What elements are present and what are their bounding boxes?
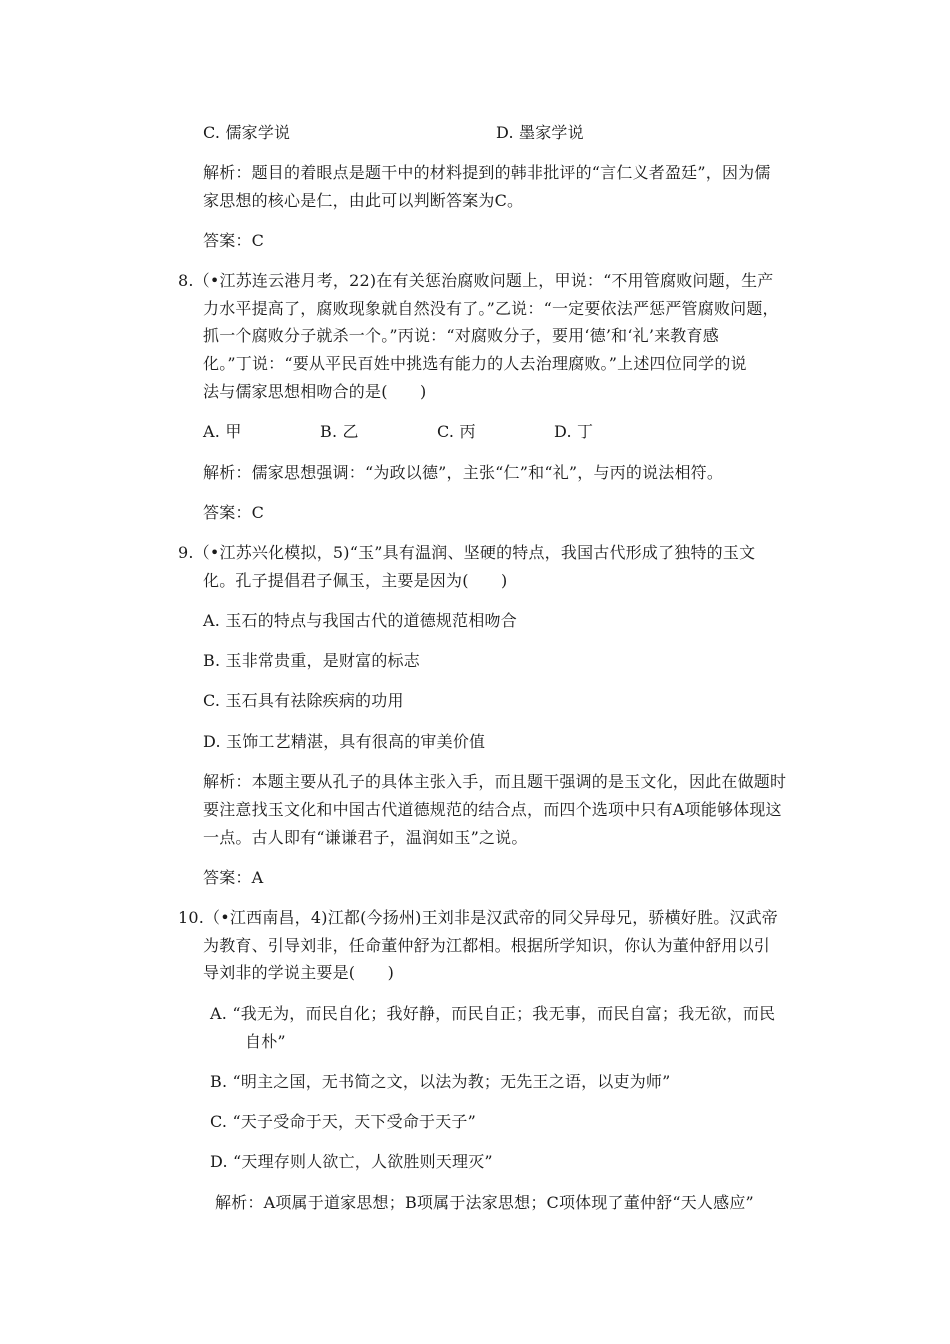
q8-stem-line-4: 化。”丁说：“要从平民百姓中挑选有能力的人去治理腐败。”上述四位同学的说 [203,354,747,373]
q7-option-d: D. 墨家学说 [496,123,584,142]
q10-option-a-line-1: A. “我无为，而民自化；我好静，而民自正；我无事，而民自富；我无欲，而民 [210,1004,776,1023]
q8-option-b: B. 乙 [320,422,359,441]
q8-stem-line-1: 8.（•江苏连云港月考，22)在有关惩治腐败问题上，甲说：“不用管腐败问题，生产 [178,271,774,290]
q9-stem-line-1: 9.（•江苏兴化模拟，5)“玉”具有温润、坚硬的特点，我国古代形成了独特的玉文 [178,543,756,562]
q9-analysis-line-1: 解析：本题主要从孔子的具体主张入手，而且题干强调的是玉文化，因此在做题时 [203,772,787,791]
q8-stem-line-5: 法与儒家思想相吻合的是( ) [203,382,427,401]
q7-answer: 答案：C [203,231,265,250]
q8-option-a: A. 甲 [203,422,242,441]
q7-analysis-line-2: 家思想的核心是仁，由此可以判断答案为C。 [203,191,524,210]
q8-analysis: 解析：儒家思想强调：“为政以德”，主张“仁”和“礼”，与丙的说法相符。 [203,463,724,482]
q9-stem-line-2: 化。孔子提倡君子佩玉，主要是因为( ) [203,571,508,590]
q10-option-c: C. “天子受命于天，天下受命于天子” [210,1112,477,1131]
q10-stem-line-1: 10.（•江西南昌，4)江都(今扬州)王刘非是汉武帝的同父异母兄，骄横好胜。汉武帝 [178,908,778,927]
q7-analysis-line-1: 解析：题目的着眼点是题干中的材料提到的韩非批评的“言仁义者盈廷”，因为儒 [203,163,771,182]
q8-answer: 答案：C [203,503,265,522]
q9-answer: 答案：A [203,868,264,887]
q10-option-b: B. “明主之国，无书简之文，以法为教；无先王之语，以吏为师” [210,1072,671,1091]
q10-option-a-line-2: 自朴” [245,1032,286,1051]
q8-option-c: C. 丙 [437,422,476,441]
q9-option-d: D. 玉饰工艺精湛，具有很高的审美价值 [203,732,486,751]
q9-option-b: B. 玉非常贵重，是财富的标志 [203,651,420,670]
q9-option-c: C. 玉石具有祛除疾病的功用 [203,691,404,710]
q8-stem-line-3: 抓一个腐败分子就杀一个。”丙说：“对腐败分子，要用‘德’和‘礼’来教育感 [203,326,719,345]
q10-analysis: 解析：A项属于道家思想；B项属于法家思想；C项体现了董仲舒“天人感应” [215,1193,754,1212]
q10-option-d: D. “天理存则人欲亡，人欲胜则天理灭” [210,1152,493,1171]
q9-option-a: A. 玉石的特点与我国古代的道德规范相吻合 [203,611,517,630]
q10-stem-line-2: 为教育、引导刘非，任命董仲舒为江都相。根据所学知识，你认为董仲舒用以引 [203,936,771,955]
q8-option-d: D. 丁 [554,422,594,441]
q9-analysis-line-2: 要注意找玉文化和中国古代道德规范的结合点，而四个选项中只有A项能够体现这 [203,800,782,819]
q9-analysis-line-3: 一点。古人即有“谦谦君子，温润如玉”之说。 [203,828,528,847]
q8-stem-line-2: 力水平提高了，腐败现象就自然没有了。”乙说：“一定要依法严惩严管腐败问题， [203,299,779,318]
q10-stem-line-3: 导刘非的学说主要是( ) [203,963,395,982]
q7-option-c: C. 儒家学说 [203,123,291,142]
